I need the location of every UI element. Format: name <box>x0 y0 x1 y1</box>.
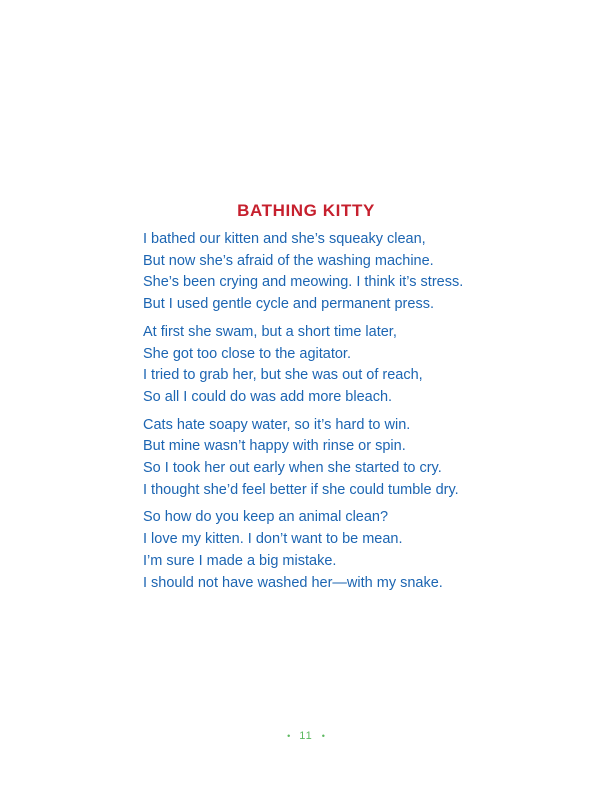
poem-line: I thought she’d feel better if she could tumble dry. <box>143 481 459 498</box>
poem-title: BATHING KITTY <box>237 201 375 221</box>
stanza-3 <box>143 415 563 502</box>
poem-line: I love my kitten. I don’t want to be mean. <box>143 531 403 548</box>
poem-line: I tried to grab her, but she was out of reach, <box>143 367 423 384</box>
poem-line: She’s been crying and meowing. I think it’s stress. <box>143 274 464 291</box>
dot-icon: • <box>321 731 325 741</box>
poem-line: So I took her out early when she started to cry. <box>143 460 442 477</box>
dot-icon: • <box>287 731 291 741</box>
stanza-2 <box>143 322 563 409</box>
poem-line: Cats hate soapy water, so it’s hard to win. <box>143 416 411 433</box>
stanza-1 <box>143 229 563 316</box>
poem-line: She got too close to the agitator. <box>143 345 351 362</box>
poem-line: At first she swam, but a short time later, <box>143 323 397 340</box>
poem-line: I should not have washed her—with my snake. <box>143 574 443 591</box>
poem-line: I bathed our kitten and she’s squeaky clean, <box>143 231 426 247</box>
poem-line: But I used gentle cycle and permanent press. <box>143 296 434 313</box>
poem-line: So how do you keep an animal clean? <box>143 509 389 526</box>
stanza-4 <box>143 507 563 594</box>
poem-body <box>143 229 563 600</box>
page-number: 11 <box>299 730 313 742</box>
page-footer <box>0 729 612 743</box>
poem-line: But mine wasn’t happy with rinse or spin. <box>143 438 406 455</box>
poem-line: But now she’s afraid of the washing machine. <box>143 252 434 269</box>
poem-line: I’m sure I made a big mistake. <box>143 552 337 569</box>
poem-line: So all I could do was add more bleach. <box>143 388 393 405</box>
